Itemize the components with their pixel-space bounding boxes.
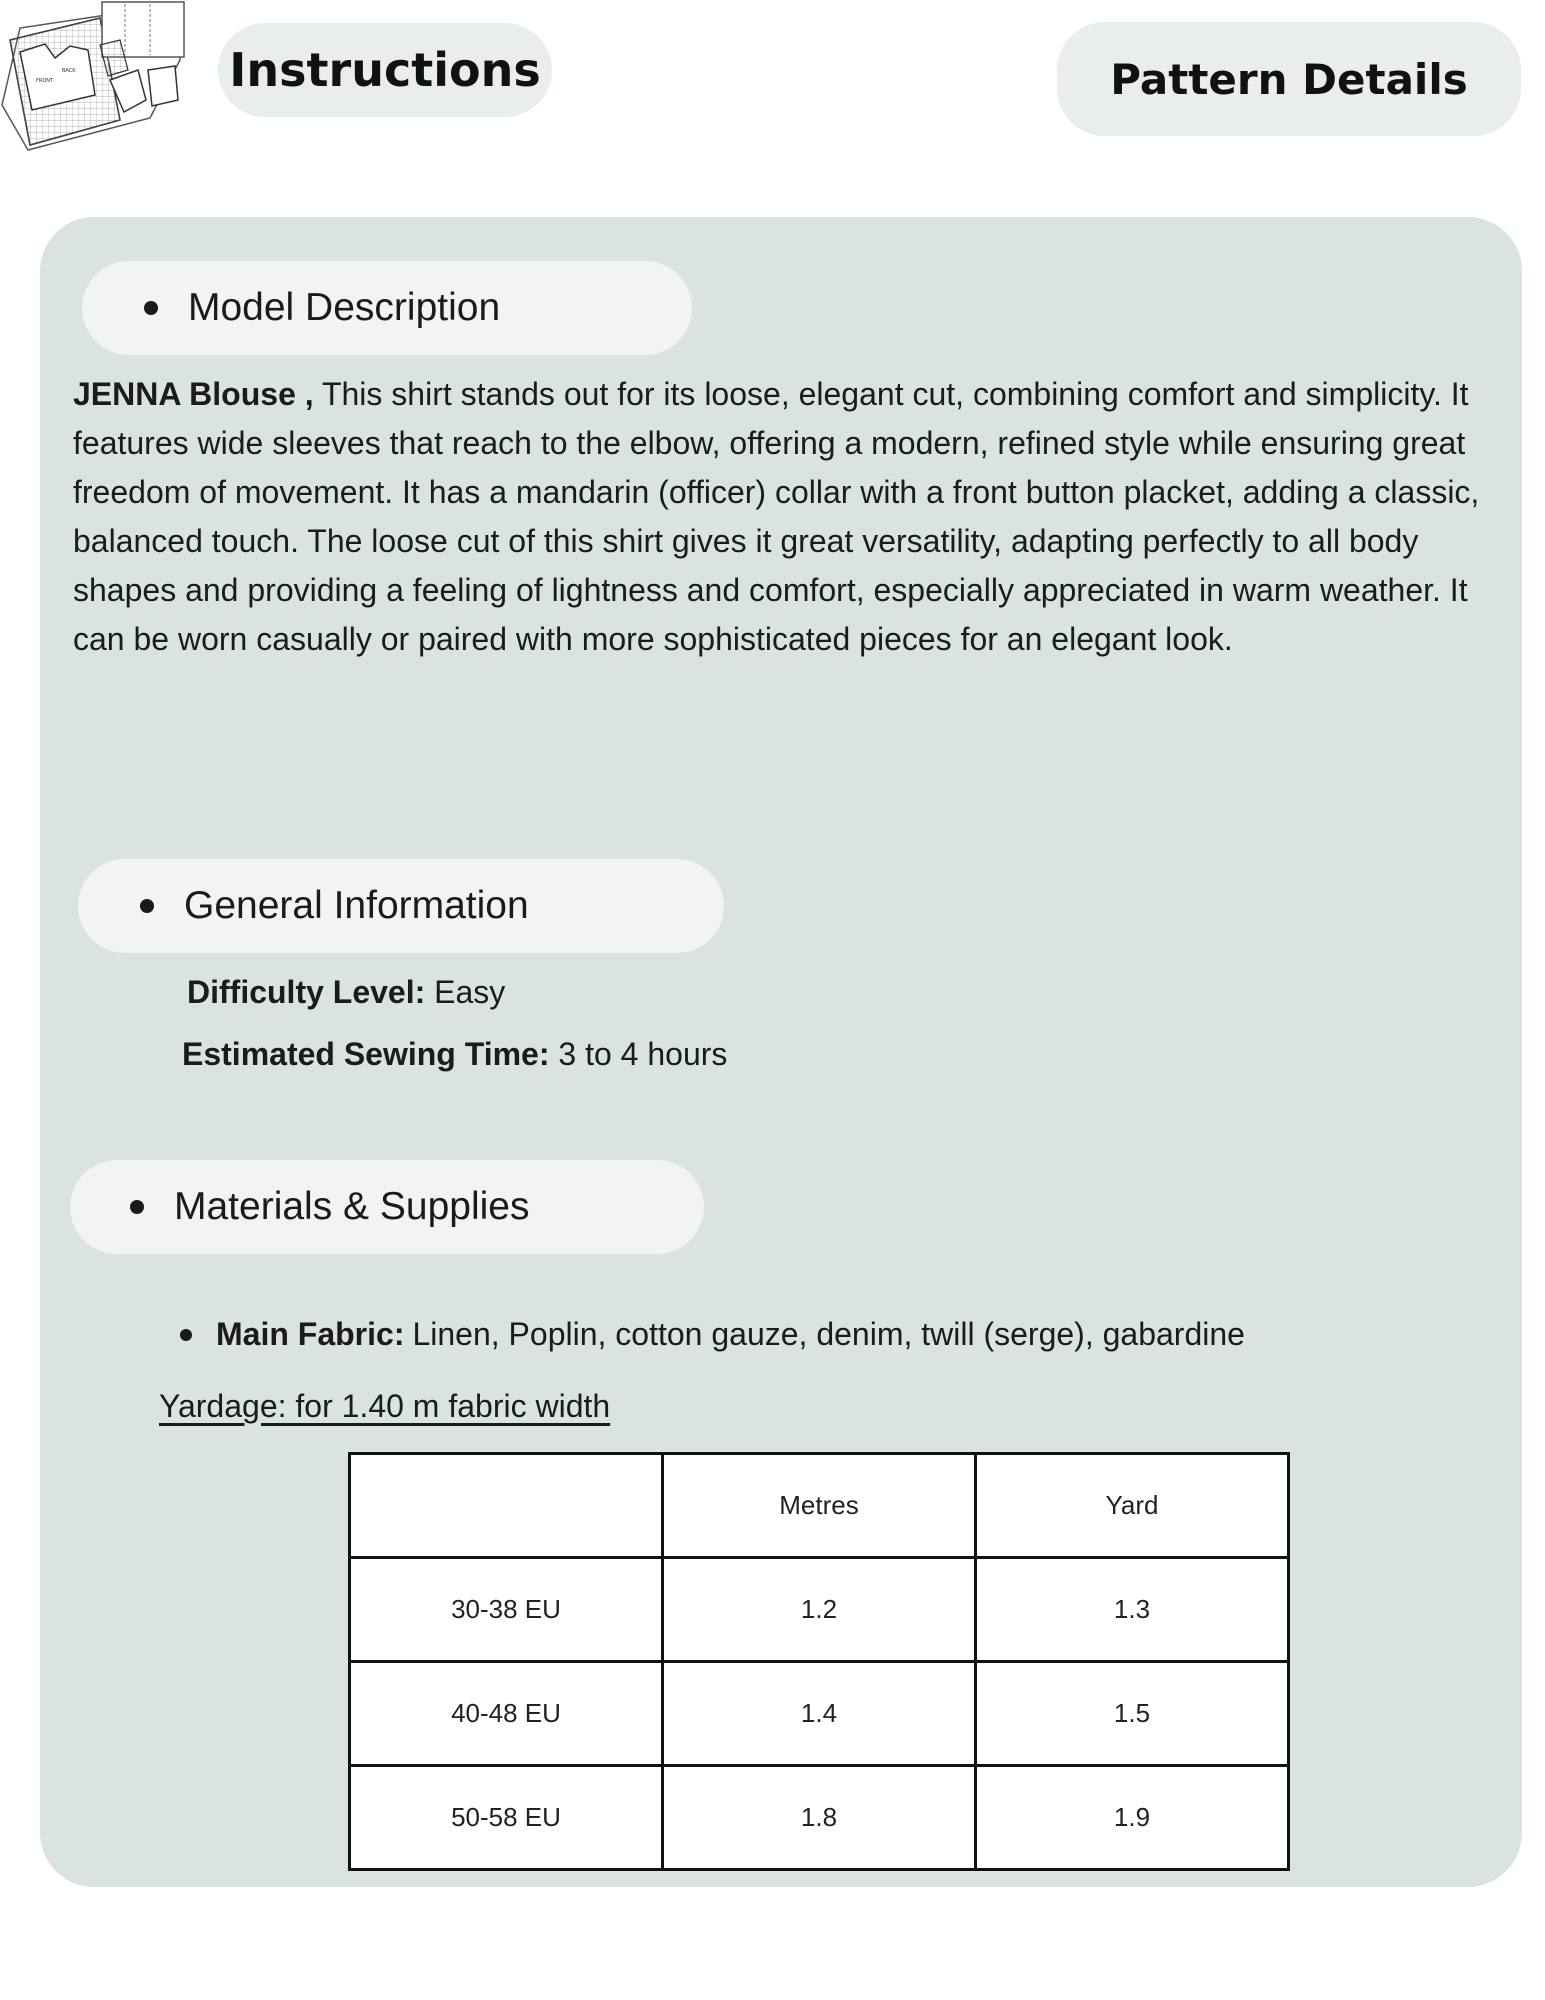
table-cell: 50-58 EU xyxy=(350,1766,663,1870)
model-name: JENNA Blouse , xyxy=(73,376,314,412)
general-information-title: General Information xyxy=(184,884,529,927)
table-cell: 1.4 xyxy=(663,1662,976,1766)
instructions-tab[interactable] xyxy=(218,23,552,117)
bullet-icon xyxy=(180,1329,192,1341)
model-description-body: This shirt stands out for its loose, elegant cut, combining comfort and simplicity. It features wide sleeves that reach to the elbow, offering a modern, refined style while ensuring great freedom of movement. It has a mandarin (officer) collar with a front button placket, adding a classic, balanced touch. The loose cut of this shirt gives it great versatility, adapting perfectly to all body shapes and providing a feeling of lightness and comfort, especially appreciated in warm weather. It can be worn casually or paired with more sophisticated pieces for an elegant look. xyxy=(73,376,1480,657)
bullet-icon xyxy=(130,1200,144,1214)
main-fabric-item xyxy=(180,1316,1245,1353)
table-cell: 1.5 xyxy=(976,1662,1289,1766)
svg-text:BACK: BACK xyxy=(62,68,76,74)
general-information-heading xyxy=(78,859,724,953)
table-cell: 1.2 xyxy=(663,1558,976,1662)
table-cell: 40-48 EU xyxy=(350,1662,663,1766)
table-row xyxy=(350,1558,1289,1662)
model-description-heading xyxy=(82,261,692,355)
table-header-row xyxy=(350,1454,1289,1558)
materials-heading xyxy=(70,1160,704,1254)
table-row xyxy=(350,1766,1289,1870)
difficulty-value: Easy xyxy=(425,974,506,1010)
sewing-time xyxy=(182,1036,727,1073)
svg-text:FRONT: FRONT xyxy=(36,78,54,84)
main-fabric-value: Linen, Poplin, cotton gauze, denim, twill (serge), gabardine xyxy=(412,1316,1245,1352)
model-description-title: Model Description xyxy=(188,286,501,329)
difficulty-label: Difficulty Level: xyxy=(187,974,426,1010)
bullet-icon xyxy=(144,301,158,315)
table-header-cell xyxy=(350,1454,663,1558)
pattern-details-tab[interactable] xyxy=(1057,22,1521,136)
instructions-label: Instructions xyxy=(229,43,541,97)
sewing-time-label: Estimated Sewing Time: xyxy=(182,1036,550,1072)
table-cell: 1.8 xyxy=(663,1766,976,1870)
table-row xyxy=(350,1662,1289,1766)
yardage-table xyxy=(348,1452,1290,1871)
model-description-text xyxy=(73,370,1503,664)
table-cell: 30-38 EU xyxy=(350,1558,663,1662)
bullet-icon xyxy=(140,899,154,913)
pattern-details-label: Pattern Details xyxy=(1110,54,1468,104)
table-cell: 1.3 xyxy=(976,1558,1289,1662)
difficulty-level xyxy=(187,974,505,1011)
sewing-time-value: 3 to 4 hours xyxy=(549,1036,728,1072)
table-header-cell: Metres xyxy=(663,1454,976,1558)
main-fabric-label: Main Fabric: xyxy=(216,1316,405,1352)
sewing-pattern-pieces-icon xyxy=(0,0,195,160)
yardage-title: Yardage: for 1.40 m fabric width xyxy=(159,1388,611,1424)
materials-title: Materials & Supplies xyxy=(174,1185,530,1228)
table-cell: 1.9 xyxy=(976,1766,1289,1870)
table-header-cell: Yard xyxy=(976,1454,1289,1558)
